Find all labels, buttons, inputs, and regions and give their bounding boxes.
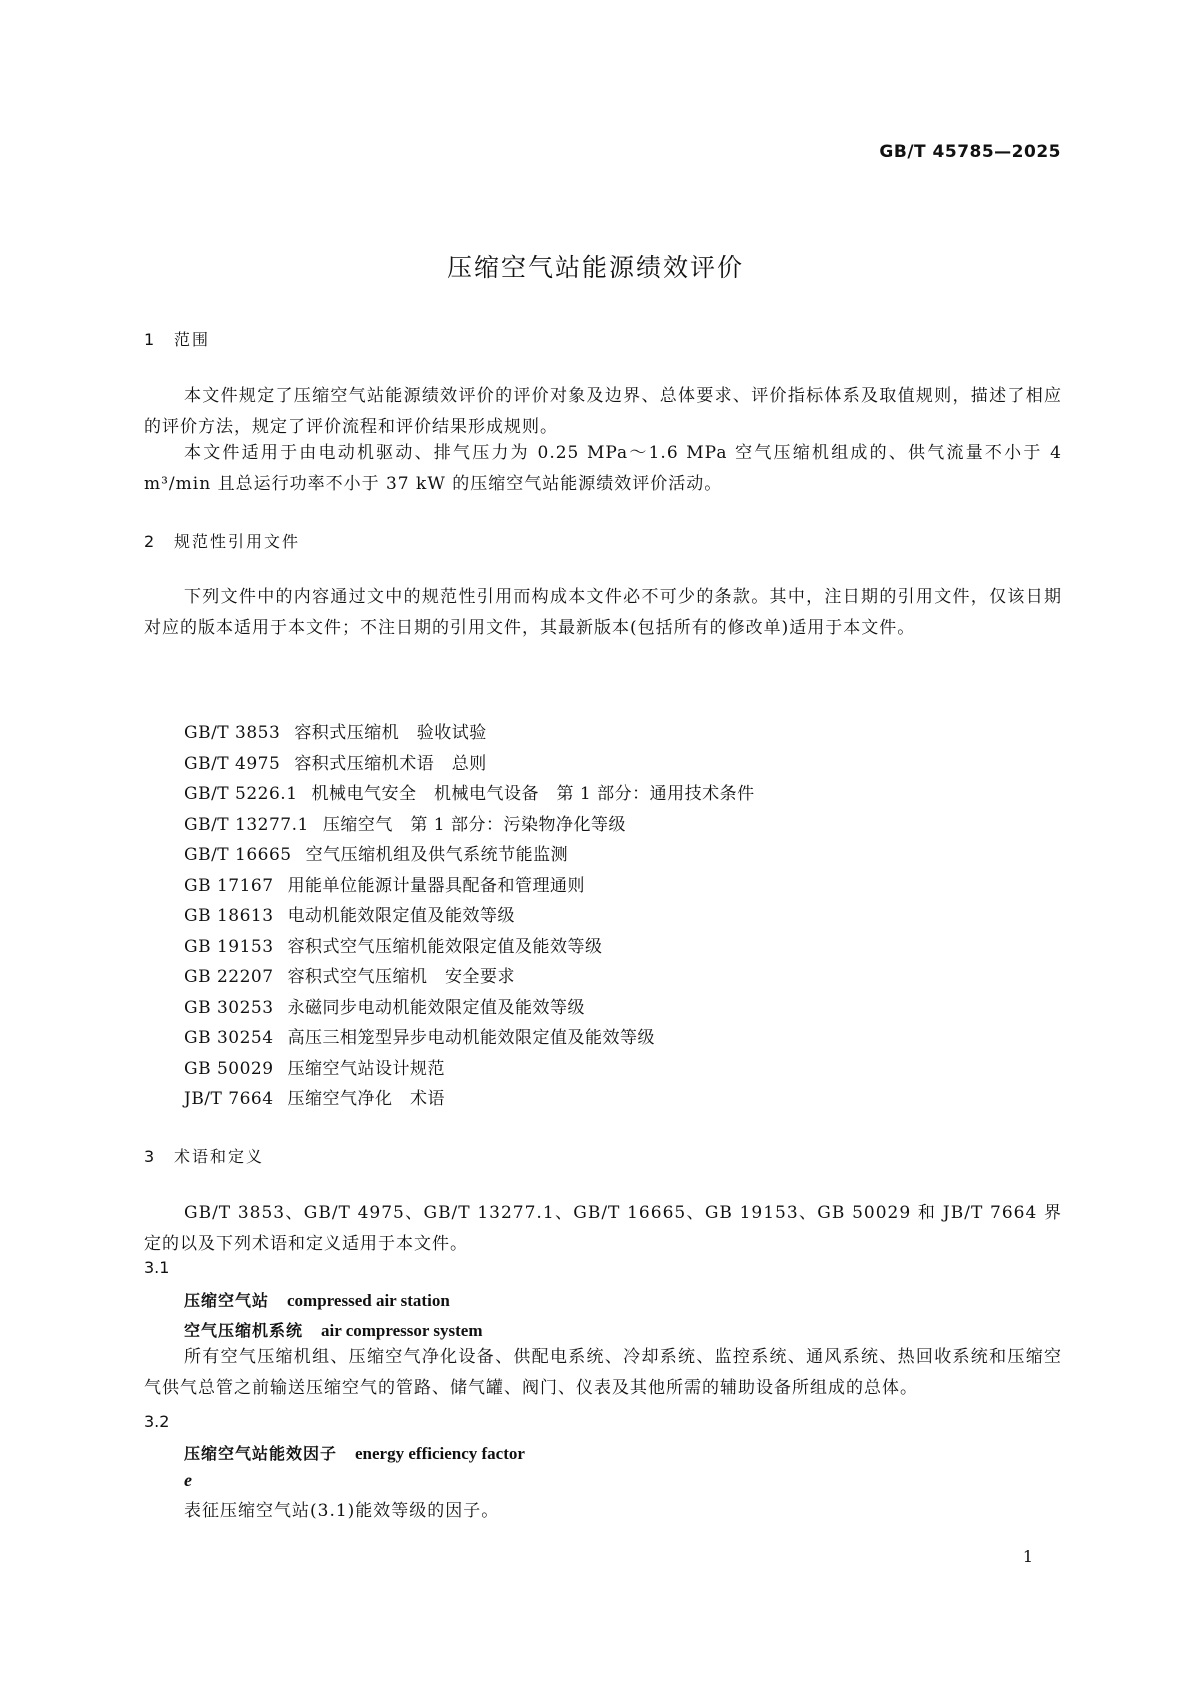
reference-code: GB/T 4975 bbox=[184, 753, 281, 774]
reference-item bbox=[184, 932, 755, 963]
reference-name: 容积式空气压缩机能效限定值及能效等级 bbox=[287, 936, 603, 957]
reference-code: GB/T 16665 bbox=[184, 845, 292, 865]
reference-code: GB 17167 bbox=[184, 875, 274, 896]
reference-name: 压缩空气净化 术语 bbox=[287, 1089, 446, 1109]
reference-name: 机械电气安全 机械电气设备 第 1 部分：通用技术条件 bbox=[311, 784, 755, 804]
reference-code: GB 19153 bbox=[184, 936, 274, 957]
reference-code: GB/T 13277.1 bbox=[184, 814, 309, 835]
reference-list bbox=[184, 718, 755, 1115]
term-definition: 所有空气压缩机组、压缩空气净化设备、供配电系统、冷却系统、监控系统、通风系统、热回收系统和压缩空气供气总管之前输送压缩空气的管路、储气罐、阀门、仪表及其他所需的辅助设备所组成的总体。 bbox=[144, 1347, 1062, 1398]
reference-name: 压缩空气站设计规范 bbox=[287, 1058, 446, 1079]
reference-item bbox=[184, 810, 755, 841]
term-en: compressed air station bbox=[287, 1291, 450, 1310]
reference-name: 容积式压缩机术语 总则 bbox=[294, 753, 487, 774]
reference-name: 高压三相笼型异步电动机能效限定值及能效等级 bbox=[287, 1028, 656, 1048]
reference-item bbox=[184, 1023, 755, 1054]
document-title: 压缩空气站能源绩效评价 bbox=[446, 253, 744, 282]
reference-item bbox=[184, 993, 755, 1024]
reference-name: 容积式空气压缩机 安全要求 bbox=[287, 967, 516, 987]
reference-code: GB/T 3853 bbox=[184, 723, 281, 743]
term-alt-zh: 空气压缩机系统 bbox=[184, 1321, 304, 1340]
term-symbol: e bbox=[184, 1470, 192, 1490]
reference-name: 容积式压缩机 验收试验 bbox=[294, 723, 487, 743]
reference-item bbox=[184, 962, 755, 993]
section-number: 1 bbox=[144, 330, 155, 349]
reference-name: 用能单位能源计量器具配备和管理通则 bbox=[287, 875, 586, 896]
reference-item bbox=[184, 1084, 755, 1115]
section-3-heading bbox=[144, 1144, 264, 1167]
section-title: 术语和定义 bbox=[174, 1147, 265, 1166]
reference-item bbox=[184, 871, 755, 902]
term-number: 3.1 bbox=[144, 1258, 170, 1277]
section-number: 3 bbox=[144, 1147, 155, 1166]
reference-name: 电动机能效限定值及能效等级 bbox=[287, 906, 516, 926]
scope-paragraph-1: 本文件规定了压缩空气站能源绩效评价的评价对象及边界、总体要求、评价指标体系及取值规则，描述了相应的评价方法，规定了评价流程和评价结果形成规则。 bbox=[144, 386, 1062, 437]
term-entry bbox=[184, 1288, 450, 1311]
references-intro: 下列文件中的内容通过文中的规范性引用而构成本文件必不可少的条款。其中，注日期的引用文件，仅该日期对应的版本适用于本文件；不注日期的引用文件，其最新版本(包括所有的修改单)适用于本文件。 bbox=[144, 587, 1062, 638]
section-title: 范围 bbox=[174, 330, 211, 349]
reference-code: GB 18613 bbox=[184, 906, 274, 926]
reference-name: 空气压缩机组及供气系统节能监测 bbox=[305, 845, 569, 865]
reference-item bbox=[184, 840, 755, 871]
term-zh: 压缩空气站能效因子 bbox=[184, 1444, 338, 1463]
section-1-heading bbox=[144, 327, 210, 350]
term-number: 3.2 bbox=[144, 1412, 170, 1431]
term-definition: 表征压缩空气站(3.1)能效等级的因子。 bbox=[184, 1501, 500, 1521]
reference-item bbox=[184, 718, 755, 749]
term-en: energy efficiency factor bbox=[355, 1444, 525, 1463]
scope-paragraph-2: 本文件适用于由电动机驱动、排气压力为 0.25 MPa～1.6 MPa 空气压缩机组成的、供气流量不小于 4 m³/min 且总运行功率不小于 37 kW 的压缩空气站能源绩效评价活动。 bbox=[144, 443, 1062, 494]
reference-name: 压缩空气 第 1 部分：污染物净化等级 bbox=[322, 814, 626, 835]
term-alt-en: air compressor system bbox=[321, 1321, 483, 1340]
reference-code: GB 30254 bbox=[184, 1028, 274, 1048]
reference-item bbox=[184, 779, 755, 810]
term-zh: 压缩空气站 bbox=[184, 1291, 270, 1310]
reference-name: 永磁同步电动机能效限定值及能效等级 bbox=[287, 997, 586, 1018]
reference-code: GB 22207 bbox=[184, 967, 274, 987]
reference-item bbox=[184, 749, 755, 780]
standard-code: GB/T 45785—2025 bbox=[879, 142, 1061, 162]
reference-code: GB 30253 bbox=[184, 997, 274, 1018]
section-2-heading bbox=[144, 529, 300, 552]
page-number: 1 bbox=[1022, 1547, 1033, 1566]
reference-item bbox=[184, 901, 755, 932]
reference-code: GB 50029 bbox=[184, 1058, 274, 1079]
term-entry bbox=[184, 1441, 525, 1464]
section-number: 2 bbox=[144, 532, 155, 551]
reference-item bbox=[184, 1054, 755, 1085]
section-title: 规范性引用文件 bbox=[174, 532, 301, 551]
term-alt-entry bbox=[184, 1318, 483, 1341]
terms-intro: GB/T 3853、GB/T 4975、GB/T 13277.1、GB/T 16665、GB 19153、GB 50029 和 JB/T 7664 界定的以及下列术语和定义适用于本文件。 bbox=[144, 1203, 1062, 1254]
reference-code: GB/T 5226.1 bbox=[184, 784, 298, 804]
reference-code: JB/T 7664 bbox=[184, 1089, 274, 1109]
